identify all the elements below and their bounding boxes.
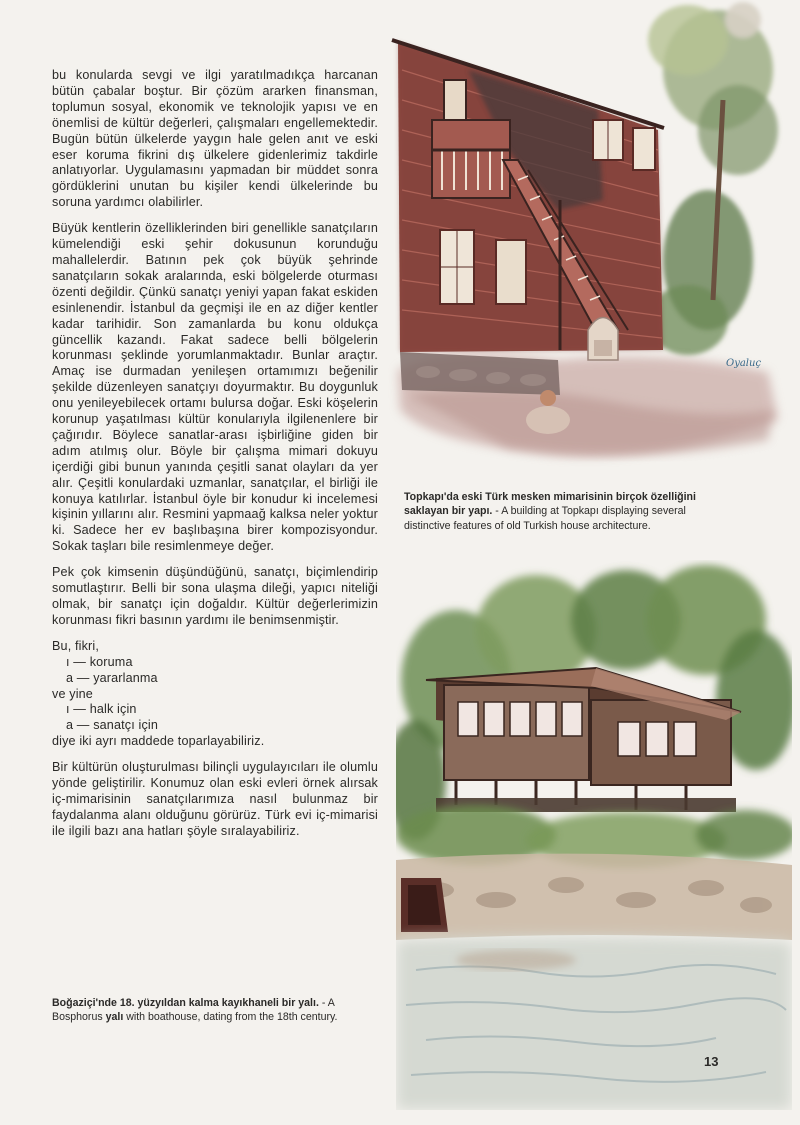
caption-topkapi-english: A building at Topkapı displaying several distinctive features of old Turkish house architecture.	[404, 505, 686, 532]
list-item: a — sanatçı için	[66, 718, 159, 733]
article-text-column	[52, 68, 378, 850]
caption-bosphorus-turkish: Boğaziçi'nde 18. yüzyıldan kalma kayıkhaneli bir yalı.	[52, 997, 319, 1009]
list-connector: ve yine	[52, 686, 93, 701]
body-paragraph-3: Pek çok kimsenin düşündüğünü, sanatçı, biçimlendirip somutlaştırır. Belli bir sona ulaşma dileği, yapıcı niteliği olmak, bir sanatçı için doğaldır. Kültür değerlerimizin korunması fikri basının yardımı ile benimsenmiştir.	[52, 565, 378, 627]
list-closing: diye iki ayrı maddede toparlayabiliriz.	[52, 734, 265, 749]
final-paragraph: Bir kültürün oluşturulması bilinçli uygulayıcıları ile olumlu yönde geliştirilir. Konumuz olan eski evleri örnek alırsak iç-mimarisinin sanatçılarımıza nasıl bulunmaz bir faydalanma alanı olduğunu görürüz. Türk evi iç-mimarisi ile ilgili bazı ana hatları şöyle sıralayabiliriz.	[52, 760, 378, 838]
artist-signature: Oyaluç	[726, 358, 762, 369]
caption-bosphorus: Boğaziçi'nde 18. yüzyıldan kalma kayıkhaneli bir yalı. - A Bosphorus yalı with boathouse, dating from the 18th century.	[52, 997, 338, 1024]
topkapi-house-illustration	[388, 0, 788, 470]
page-number: 13	[704, 1054, 719, 1069]
caption-topkapi-turkish: Topkapı'da eski Türk mesken mimarisinin birçok özelliğini saklayan bir yapı.	[404, 491, 696, 518]
body-paragraph-1: bu konularda sevgi ve ilgi yaratılmadıkça harcanan bütün çabalar boştur. Bir çözüm ararken finansman, toplumun sosyal, ekonomik ve teknolojik yapısı ve en önemlisi de kültür değerleri, çalışmaları engellemektedir. Bugün bütün ülkelerde yaygın hale gelen anıt ve eski eser koruma fikrini dış ülkelere gidenlerimiz takdirle anlatıyorlar. Uygulamasını yapmadan bir müddet sonra gördüklerini unutan bu kişiler kendi ülkelerinde bu soruna yardımcı olabilirler.	[52, 68, 378, 210]
bosphorus-yali-illustration	[396, 560, 792, 1110]
idea-list	[52, 639, 378, 750]
list-item: ı — koruma	[66, 654, 133, 669]
caption-topkapi: Topkapı'da eski Türk mesken mimarisinin birçok özelliğini saklayan bir yapı. - A building at Topkapı displaying several distinctive features of old Turkish house architecture.	[404, 491, 696, 532]
list-item: a — yararlanma	[66, 670, 158, 685]
list-intro: Bu, fikri,	[52, 638, 99, 653]
caption-bosphorus-english: A Bosphorus yalı with boathouse, dating from the 18th century.	[52, 997, 338, 1024]
list-item: ı — halk için	[66, 702, 137, 717]
body-paragraph-2: Büyük kentlerin özelliklerinden biri genellikle sanatçıların kümelendiği eski şehir dokusunun korunduğu mahallelerdir. Batının pek çok büyük şehrinde sanatçıların sokak aralarında, eski bölgelerde oturması özenti değildir. Çünkü sanatçı yeniyi yapan fakat eskiden esinlenendir. İstanbul da geçmişi ile en az diğer kentler kadar tarihidir. Son zamanlarda bu konu oldukça güncellik kazandı. Fakat sadece belli bölgelerin korunması şeklinde yorumlanmaktadır. Bunlar araçtır. Amaç ise durmadan yenileşen ortamımızı beğenilir şekilde düzenleyen sanatçıyı doyurmaktır. Bu doygunluk onu yenileyebilecek ortamı bulursa doğar. Eski köşelerin korunup yaşatılması kültür konularıyla ilgilenenlere bir çağırıdır. Böylece sanatlar-arası işbirliğine giden bir adım atılmış olur. Böyle bir çalışma mimari dokuyu içerdiği gibi bunun yanında çeşitli sanat olayları da yer alır. Çeşitli konulardaki uzmanlar, sanatçılar, el birliği ile konuya katılırlar. İstanbul öyle bir konudur ki incelemesi kişinin yıllarını alır. Resmini yapmaağ kalksa neler yoktur ki. Sadece her ev başlıbaşına birer kompozisyondur. Sokak taşları bile resimlenmeye değer.	[52, 221, 378, 554]
